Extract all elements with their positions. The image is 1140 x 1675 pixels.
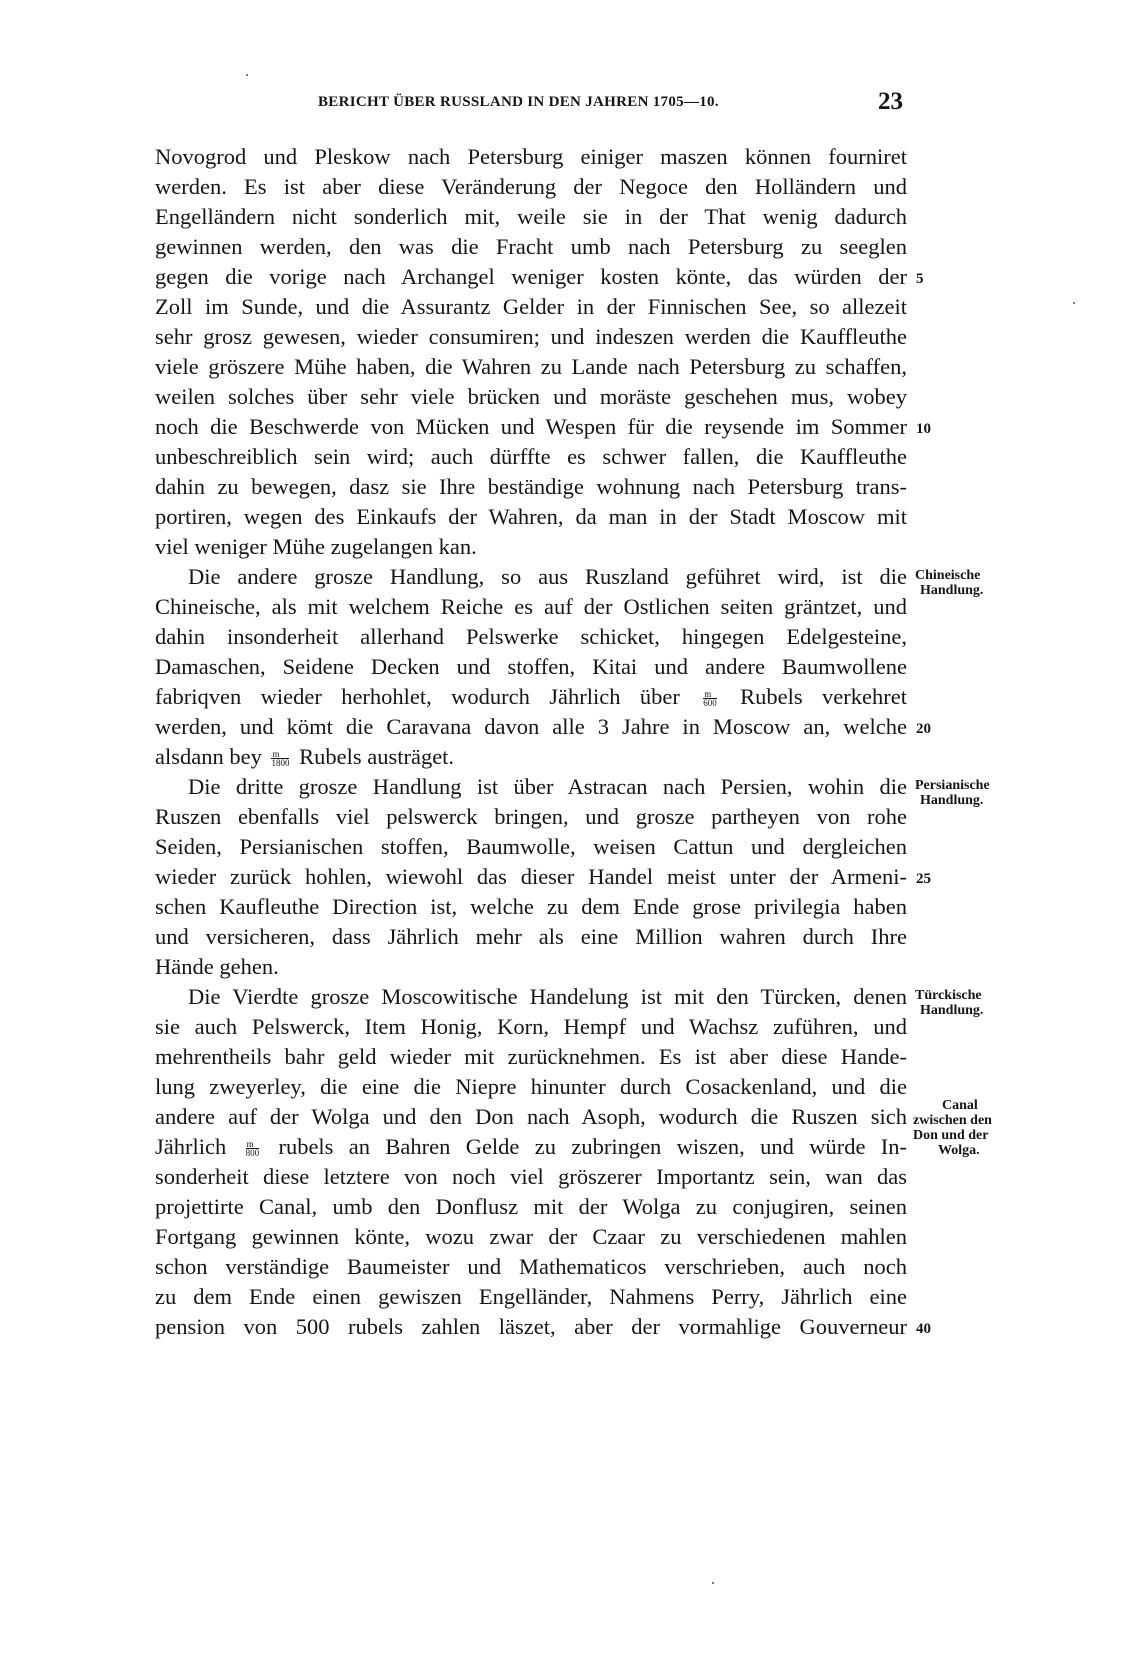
fraction [246, 1140, 260, 1157]
text-line: schen Kaufleuthe Direction ist, welche zu dem Ende grose privilegia haben [155, 894, 907, 919]
margin-note: zwischen den [913, 1113, 992, 1128]
fraction-denominator: 1800 [271, 758, 290, 769]
line-text: Jährlich [155, 1134, 227, 1159]
ink-speck [1073, 302, 1075, 304]
text-line: sie auch Pelswerck, Item Honig, Korn, Hempf und Wachsz zuführen, und [155, 1014, 907, 1039]
text-line: werden. Es ist aber diese Veränderung der Negoce den Holländern und [155, 174, 907, 199]
running-header: BERICHT ÜBER RUSSLAND IN DEN JAHREN 1705—10. [318, 94, 719, 110]
fraction-numerator: m [703, 690, 717, 699]
text-line: Fortgang gewinnen könte, wozu zwar der Czaar zu verschiedenen mahlen [155, 1224, 907, 1249]
fraction [703, 690, 717, 707]
text-line: Novogrod und Pleskow nach Petersburg einiger maszen können fourniret [155, 144, 907, 169]
line-number: 40 [916, 1321, 931, 1337]
text-line: Zoll im Sunde, und die Assurantz Gelder in der Finnischen See, so allezeit [155, 294, 907, 319]
line-text: Rubels verkehret [740, 684, 908, 709]
line-number: 10 [916, 421, 931, 437]
text-line: weilen solches über sehr viele brücken und moräste geschehen mus, wobey [155, 384, 907, 409]
margin-note: Wolga. [938, 1143, 980, 1158]
text-line: viel weniger Mühe zugelangen kan. [155, 534, 477, 559]
text-line: viele gröszere Mühe haben, die Wahren zu Lande nach Petersburg zu schaffen, [155, 354, 907, 379]
text-line: Seiden, Persianischen stoffen, Baumwolle, weisen Cattun und dergleichen [155, 834, 907, 859]
text-line: schon verständige Baumeister und Mathematicos verschrieben, auch noch [155, 1254, 907, 1279]
fraction [271, 750, 289, 767]
text-line: werden, und kömt die Caravana davon alle 3 Jahre in Moscow an, welche [155, 714, 907, 739]
text-line: Die dritte grosze Handlung ist über Astracan nach Persien, wohin die [188, 774, 907, 799]
ink-speck [712, 1582, 714, 1584]
text-line: Ruszen ebenfalls viel pelswerck bringen, und grosze partheyen von rohe [155, 804, 907, 829]
line-number: 25 [916, 871, 931, 887]
text-line: dahin zu bewegen, dasz sie Ihre beständige wohnung nach Petersburg trans- [155, 474, 907, 499]
margin-note: Canal [942, 1098, 978, 1113]
margin-note: Persianische [915, 778, 990, 793]
text-line: unbeschreiblich sein wird; auch dürffte es schwer fallen, die Kauffleuthe [155, 444, 907, 469]
text-line: Hände gehen. [155, 954, 279, 979]
text-line [155, 1132, 907, 1162]
margin-note: Türckische [915, 988, 982, 1003]
text-line: gegen die vorige nach Archangel weniger kosten könte, das würden der [155, 264, 907, 289]
line-number: 20 [916, 721, 931, 737]
line-text: Rubels austräget. [299, 744, 455, 769]
margin-note: Handlung. [920, 583, 984, 598]
text-line: projettirte Canal, umb den Donflusz mit der Wolga zu conjugiren, seinen [155, 1194, 907, 1219]
text-line: noch die Beschwerde von Mücken und Wespen für die reysende im Sommer [155, 414, 907, 439]
text-line: andere auf der Wolga und den Don nach Asoph, wodurch die Ruszen sich [155, 1104, 907, 1129]
fraction-denominator: 800 [245, 1148, 260, 1159]
text-line: Chineische, als mit welchem Reiche es auf der Ostlichen seiten gräntzet, und [155, 594, 907, 619]
fraction-denominator: 600 [703, 698, 717, 709]
ink-speck [246, 74, 248, 76]
text-line: sehr grosz gewesen, wieder consumiren; und indeszen werden die Kauffleuthe [155, 324, 907, 349]
margin-note: Chineische [915, 568, 981, 583]
fraction-numerator: m [246, 1140, 260, 1149]
page-number: 23 [878, 88, 903, 115]
margin-note: Don und der [913, 1128, 989, 1143]
text-line: zu dem Ende einen gewiszen Engelländer, Nahmens Perry, Jährlich eine [155, 1284, 907, 1309]
text-line: dahin insonderheit allerhand Pelswerke schicket, hingegen Edelgesteine, [155, 624, 907, 649]
text-line: Damaschen, Seidene Decken und stoffen, Kitai und andere Baumwollene [155, 654, 907, 679]
text-line: und versicheren, dass Jährlich mehr als eine Million wahren durch Ihre [155, 924, 907, 949]
margin-note: Handlung. [920, 1003, 984, 1018]
text-line: sonderheit diese letztere von noch viel gröszerer Importantz sein, wan das [155, 1164, 907, 1189]
line-text: rubels an Bahren Gelde zu zubringen wiszen, und würde In- [278, 1134, 908, 1159]
text-line: lung zweyerley, die eine die Niepre hinunter durch Cosackenland, und die [155, 1074, 907, 1099]
text-line: mehrentheils bahr geld wieder mit zurücknehmen. Es ist aber diese Hande- [155, 1044, 907, 1069]
text-line: portiren, wegen des Einkaufs der Wahren, da man in der Stadt Moscow mit [155, 504, 907, 529]
fraction-numerator: m [271, 750, 289, 759]
text-line: Die andere grosze Handlung, so aus Ruszland geführet wird, ist die [188, 564, 907, 589]
margin-note: Handlung. [920, 793, 984, 808]
text-line: wieder zurück hohlen, wiewohl das dieser Handel meist unter der Armeni- [155, 864, 907, 889]
text-line [155, 682, 907, 712]
line-text: fabriqven wieder herhohlet, wodurch Jährlich über [155, 684, 680, 709]
text-line: Engelländern nicht sonderlich mit, weile sie in der That wenig dadurch [155, 204, 907, 229]
text-line [155, 742, 907, 772]
text-line: Die Vierdte grosze Moscowitische Handelung ist mit den Türcken, denen [188, 984, 907, 1009]
line-number: 5 [916, 271, 924, 287]
line-text: alsdann bey [155, 744, 262, 769]
text-line: gewinnen werden, den was die Fracht umb nach Petersburg zu seeglen [155, 234, 907, 259]
text-line: pension von 500 rubels zahlen läszet, aber der vormahlige Gouverneur [155, 1314, 907, 1339]
